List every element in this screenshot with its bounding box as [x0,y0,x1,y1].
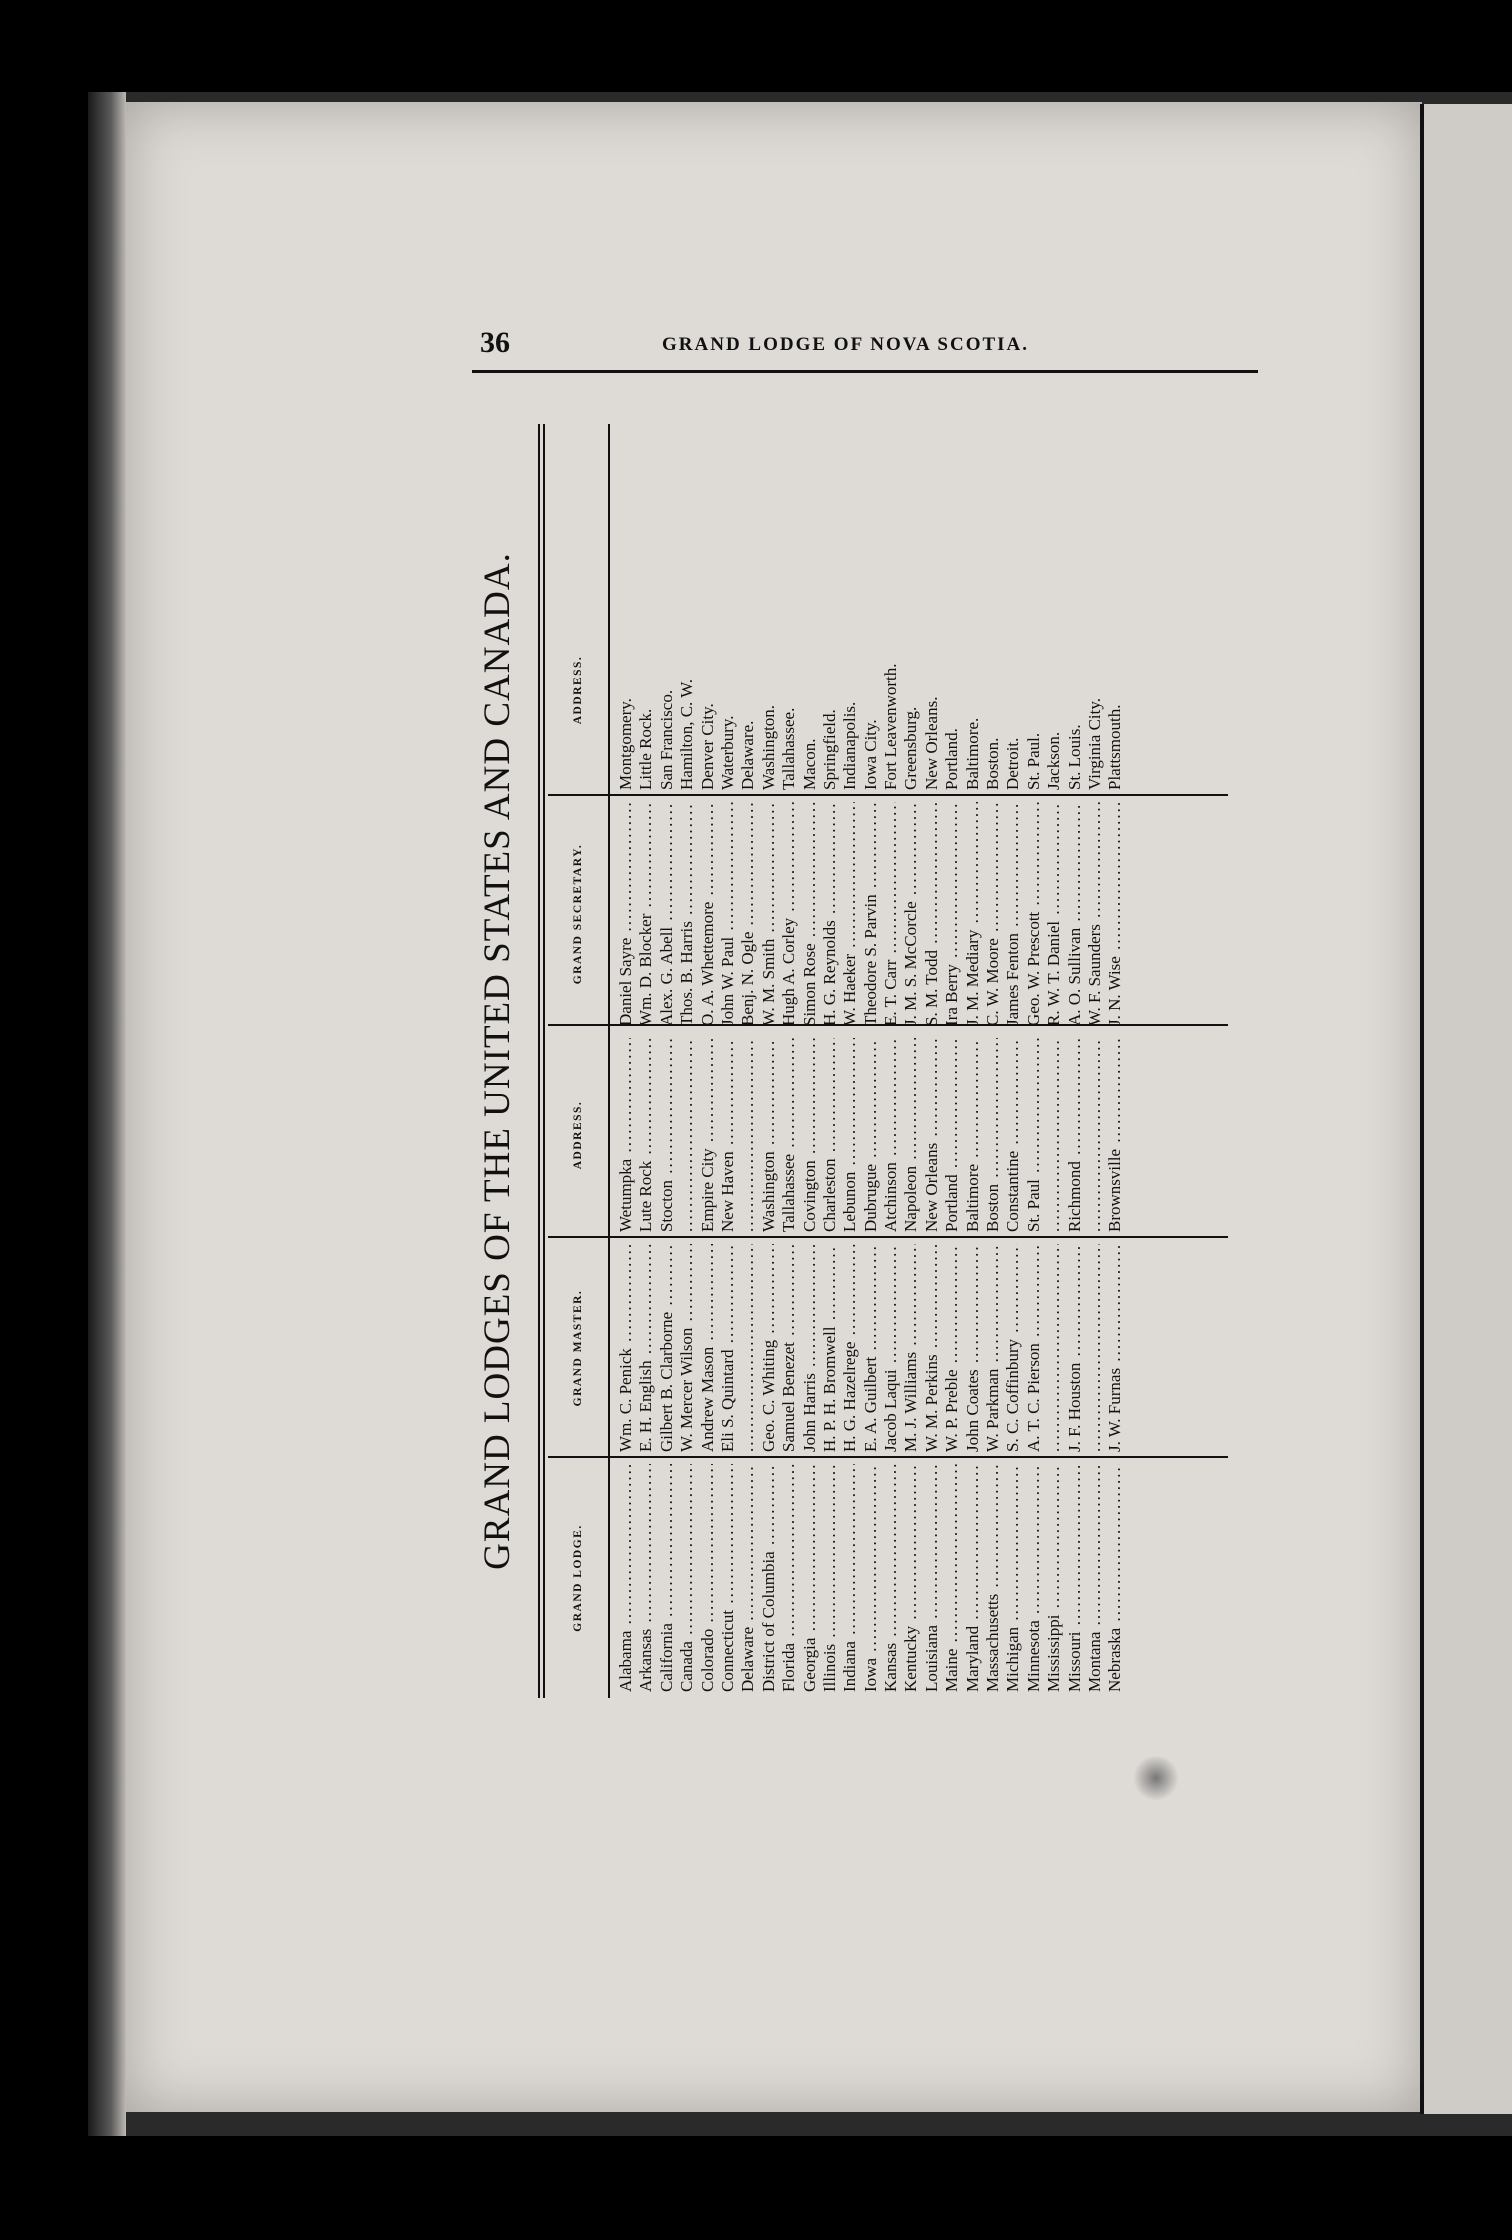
grand-master-cell: W. Parkman ..... [983,1244,1003,1452]
secretary-address-cell: Springfield. [819,709,839,790]
master-address-cell: Wetumpka ..... [616,1038,636,1232]
page-header [472,326,1258,373]
table-row [657,424,677,1698]
grand-master-cell: J. W. Furnas ..... [1105,1244,1125,1452]
table-row [983,424,1003,1698]
col-header-grand-master: GRAND MASTER. [572,1289,584,1407]
master-address-cell [677,1038,697,1232]
grand-lodge-cell: District of Columbia ..... [759,1464,779,1692]
secretary-address-cell: Plattsmouth. [1105,704,1125,790]
grand-lodge-cell: Florida ..... [779,1464,799,1692]
grand-master-cell [1044,1244,1064,1452]
secretary-address-cell: Tallahassee. [779,707,799,790]
grand-secretary-cell: J. N. Wise ..... [1105,802,1125,1026]
grand-secretary-cell: E. T. Carr ..... [881,802,901,1026]
col-header-master-address: ADDRESS. [572,1100,584,1170]
secretary-address-cell: Baltimore. [962,717,982,790]
grand-lodge-cell: Connecticut ..... [718,1464,738,1692]
grand-master-cell: W. M. Perkins ..... [922,1244,942,1452]
secretary-address-cell: Delaware. [738,720,758,790]
secretary-address-cell: Hamilton, C. W. [677,679,697,790]
table-row [1024,424,1044,1698]
grand-lodge-cell: Kentucky ..... [901,1464,921,1692]
grand-lodge-cell: Maine ..... [942,1464,962,1692]
table-row [820,424,840,1698]
grand-lodge-cell: Arkansas ..... [636,1464,656,1692]
grand-master-cell [738,1244,758,1452]
grand-lodge-cell: Mississippi ..... [1044,1464,1064,1692]
grand-master-cell: Eli S. Quintard ..... [718,1244,738,1452]
master-address-cell: Washington ..... [759,1038,779,1232]
column-header-row [548,424,610,1698]
master-address-cell: Empire City ..... [698,1038,718,1232]
secretary-address-cell: Detroit. [1003,737,1023,790]
running-title: GRAND LODGE OF NOVA SCOTIA. [662,334,1030,355]
secretary-address-cell: Macon. [799,738,819,790]
table-row [636,424,656,1698]
grand-secretary-cell: Simon Rose ..... [800,802,820,1026]
secretary-address-cell: Virginia City. [1084,697,1104,790]
grand-secretary-cell: W. M. Smith ..... [759,802,779,1026]
grand-secretary-cell: A. O. Sullivan ..... [1065,802,1085,1026]
grand-lodge-cell: Missouri ..... [1065,1464,1085,1692]
grand-secretary-cell: James Fenton ..... [1003,802,1023,1026]
grand-secretary-cell: John W. Paul ..... [718,802,738,1026]
grand-master-cell: E. H. English ..... [636,1244,656,1452]
secretary-address-cell: Fort Leavenworth. [881,663,901,790]
secretary-address-cell: St. Paul. [1023,732,1043,790]
table-row [698,424,718,1698]
master-address-cell [1085,1038,1105,1232]
grand-secretary-cell: Wm. D. Blocker ..... [636,802,656,1026]
master-address-cell: Richmond ..... [1065,1038,1085,1232]
grand-master-cell: J. F. Houston ..... [1065,1244,1085,1452]
table-row [881,424,901,1698]
grand-master-cell: W. Mercer Wilson ..... [677,1244,697,1452]
secretary-address-cell: Denver City. [697,703,717,790]
grand-lodge-cell: Maryland ..... [963,1464,983,1692]
master-address-cell: Covington ..... [800,1038,820,1232]
grand-lodge-cell: Montana ..... [1085,1464,1105,1692]
table-row [963,424,983,1698]
grand-master-cell: E. A. Guilbert ..... [861,1244,881,1452]
grand-lodge-cell: Michigan ..... [1003,1464,1023,1692]
grand-secretary-cell: W. Haeker ..... [840,802,860,1026]
grand-lodge-cell: Alabama ..... [616,1464,636,1692]
grand-secretary-cell: Hugh A. Corley ..... [779,802,799,1026]
secretary-address-cell: Waterbury. [717,715,737,790]
table-row [861,424,881,1698]
col-header-grand-secretary: GRAND SECRETARY. [572,843,584,985]
secretary-address-cell: St. Louis. [1064,724,1084,790]
grand-secretary-cell: Geo. W. Prescott ..... [1024,802,1044,1026]
grand-master-cell: S. C. Coffinbury ..... [1003,1244,1023,1452]
grand-lodge-cell: Louisiana ..... [922,1464,942,1692]
secretary-address-cell: Iowa City. [860,719,880,790]
table-row [718,424,738,1698]
secretary-address-cell: Jackson. [1044,731,1064,790]
table-body [616,424,1126,1698]
secretary-address-cell: Indianapolis. [840,701,860,790]
table-row [840,424,860,1698]
master-address-cell [1044,1038,1064,1232]
grand-master-cell: Andrew Mason ..... [698,1244,718,1452]
table-title: GRAND LODGES OF THE UNITED STATES AND CANADA. [477,552,518,1570]
master-address-cell: Atchinson ..... [881,1038,901,1232]
master-address-cell [738,1038,758,1232]
table-row [800,424,820,1698]
grand-lodge-cell: California ..... [657,1464,677,1692]
master-address-cell: New Haven ..... [718,1038,738,1232]
grand-secretary-cell: Alex. G. Abell ..... [657,802,677,1026]
secretary-address-cell: Greensburg. [901,706,921,790]
table-row [922,424,942,1698]
grand-lodge-cell: Nebraska ..... [1105,1464,1125,1692]
table-row [738,424,758,1698]
grand-secretary-cell: W. F. Saunders ..... [1085,802,1105,1026]
grand-lodge-cell: Indiana ..... [840,1464,860,1692]
col-header-secretary-address: ADDRESS. [572,655,584,725]
grand-master-cell: M. J. Williams ..... [901,1244,921,1452]
title-double-rule [538,424,545,1698]
grand-lodge-cell: Canada ..... [677,1464,697,1692]
table-row [1105,424,1125,1698]
adjacent-page-edge [1420,104,1512,2114]
grand-master-cell [1085,1244,1105,1452]
master-address-cell: New Orleans ..... [922,1038,942,1232]
secretary-address-cell: San Francisco. [656,689,676,790]
grand-master-cell: H. P. H. Bromwell ..... [820,1244,840,1452]
table-row [942,424,962,1698]
grand-secretary-cell: J. M. S. McCorcle ..... [901,802,921,1026]
table-row [901,424,921,1698]
grand-lodge-cell: Kansas ..... [881,1464,901,1692]
master-address-cell: Portland ..... [942,1038,962,1232]
grand-secretary-cell: H. G. Reynolds ..... [820,802,840,1026]
secretary-address-cell: New Orleans. [921,696,941,790]
master-address-cell: Lebunon ..... [840,1038,860,1232]
secretary-address-cell: Washington. [758,704,778,790]
master-address-cell: Constantine ..... [1003,1038,1023,1232]
master-address-cell: Tallahassee ..... [779,1038,799,1232]
grand-secretary-cell: J. M. Mediary ..... [963,802,983,1026]
grand-secretary-cell: C. W. Moore ..... [983,802,1003,1026]
binding-edge [88,92,126,2136]
grand-lodge-cell: Minnesota ..... [1024,1464,1044,1692]
table-row [1085,424,1105,1698]
secretary-address-cell: Portland. [942,728,962,790]
grand-master-cell: Gilbert B. Clarborne ..... [657,1244,677,1452]
col-header-grand-lodge: GRAND LODGE. [572,1524,584,1632]
master-address-cell: Lute Rock ..... [636,1038,656,1232]
rotated-table-block [476,416,1236,1706]
master-address-cell: Baltimore ..... [963,1038,983,1232]
grand-lodge-cell: Massachusetts ..... [983,1464,1003,1692]
grand-lodge-cell: Colorado ..... [698,1464,718,1692]
grand-master-cell: Wm. C. Penick ..... [616,1244,636,1452]
grand-secretary-cell: Benj. N. Ogle ..... [738,802,758,1026]
master-address-cell: Dubrugue ..... [861,1038,881,1232]
grand-lodge-cell: Delaware ..... [738,1464,758,1692]
grand-master-cell: Jacob Laqui ..... [881,1244,901,1452]
master-address-cell: Napoleon ..... [901,1038,921,1232]
master-address-cell: Stocton ..... [657,1038,677,1232]
grand-master-cell: H. G. Hazelrege ..... [840,1244,860,1452]
table-row [677,424,697,1698]
grand-secretary-cell: Daniel Sayre ..... [616,802,636,1026]
table-row [1044,424,1064,1698]
master-address-cell: Charleston ..... [820,1038,840,1232]
grand-master-cell: Samuel Benezet ..... [779,1244,799,1452]
secretary-address-cell: Montgomery. [616,698,635,790]
table-row [616,424,636,1698]
grand-master-cell: John Coates ..... [963,1244,983,1452]
master-address-cell: St. Paul ..... [1024,1038,1044,1232]
master-address-cell: Brownsville ..... [1105,1038,1125,1232]
grand-lodge-cell: Iowa ..... [861,1464,881,1692]
grand-secretary-cell: Ira Berry ..... [942,802,962,1026]
master-address-cell: Boston ..... [983,1038,1003,1232]
table-row [1065,424,1085,1698]
grand-master-cell: Geo. C. Whiting ..... [759,1244,779,1452]
grand-secretary-cell: Theodore S. Parvin ..... [861,802,881,1026]
grand-master-cell: John Harris ..... [800,1244,820,1452]
table-row [779,424,799,1698]
grand-lodge-cell: Illinois ..... [820,1464,840,1692]
grand-master-cell: W. P. Preble ..... [942,1244,962,1452]
page-number: 36 [480,326,510,359]
secretary-address-cell: Boston. [983,737,1003,790]
grand-secretary-cell: S. M. Todd ..... [922,802,942,1026]
grand-lodge-cell: Georgia ..... [800,1464,820,1692]
table-row [1003,424,1023,1698]
grand-master-cell: A. T. C. Pierson ..... [1024,1244,1044,1452]
secretary-address-cell: Little Rock. [636,708,656,790]
grand-secretary-cell: Thos. B. Harris ..... [677,802,697,1026]
grand-secretary-cell: R. W. T. Daniel ..... [1044,802,1064,1026]
grand-secretary-cell: O. A. Whettemore ..... [698,802,718,1026]
ink-smudge [1132,1756,1180,1800]
table-row [759,424,779,1698]
